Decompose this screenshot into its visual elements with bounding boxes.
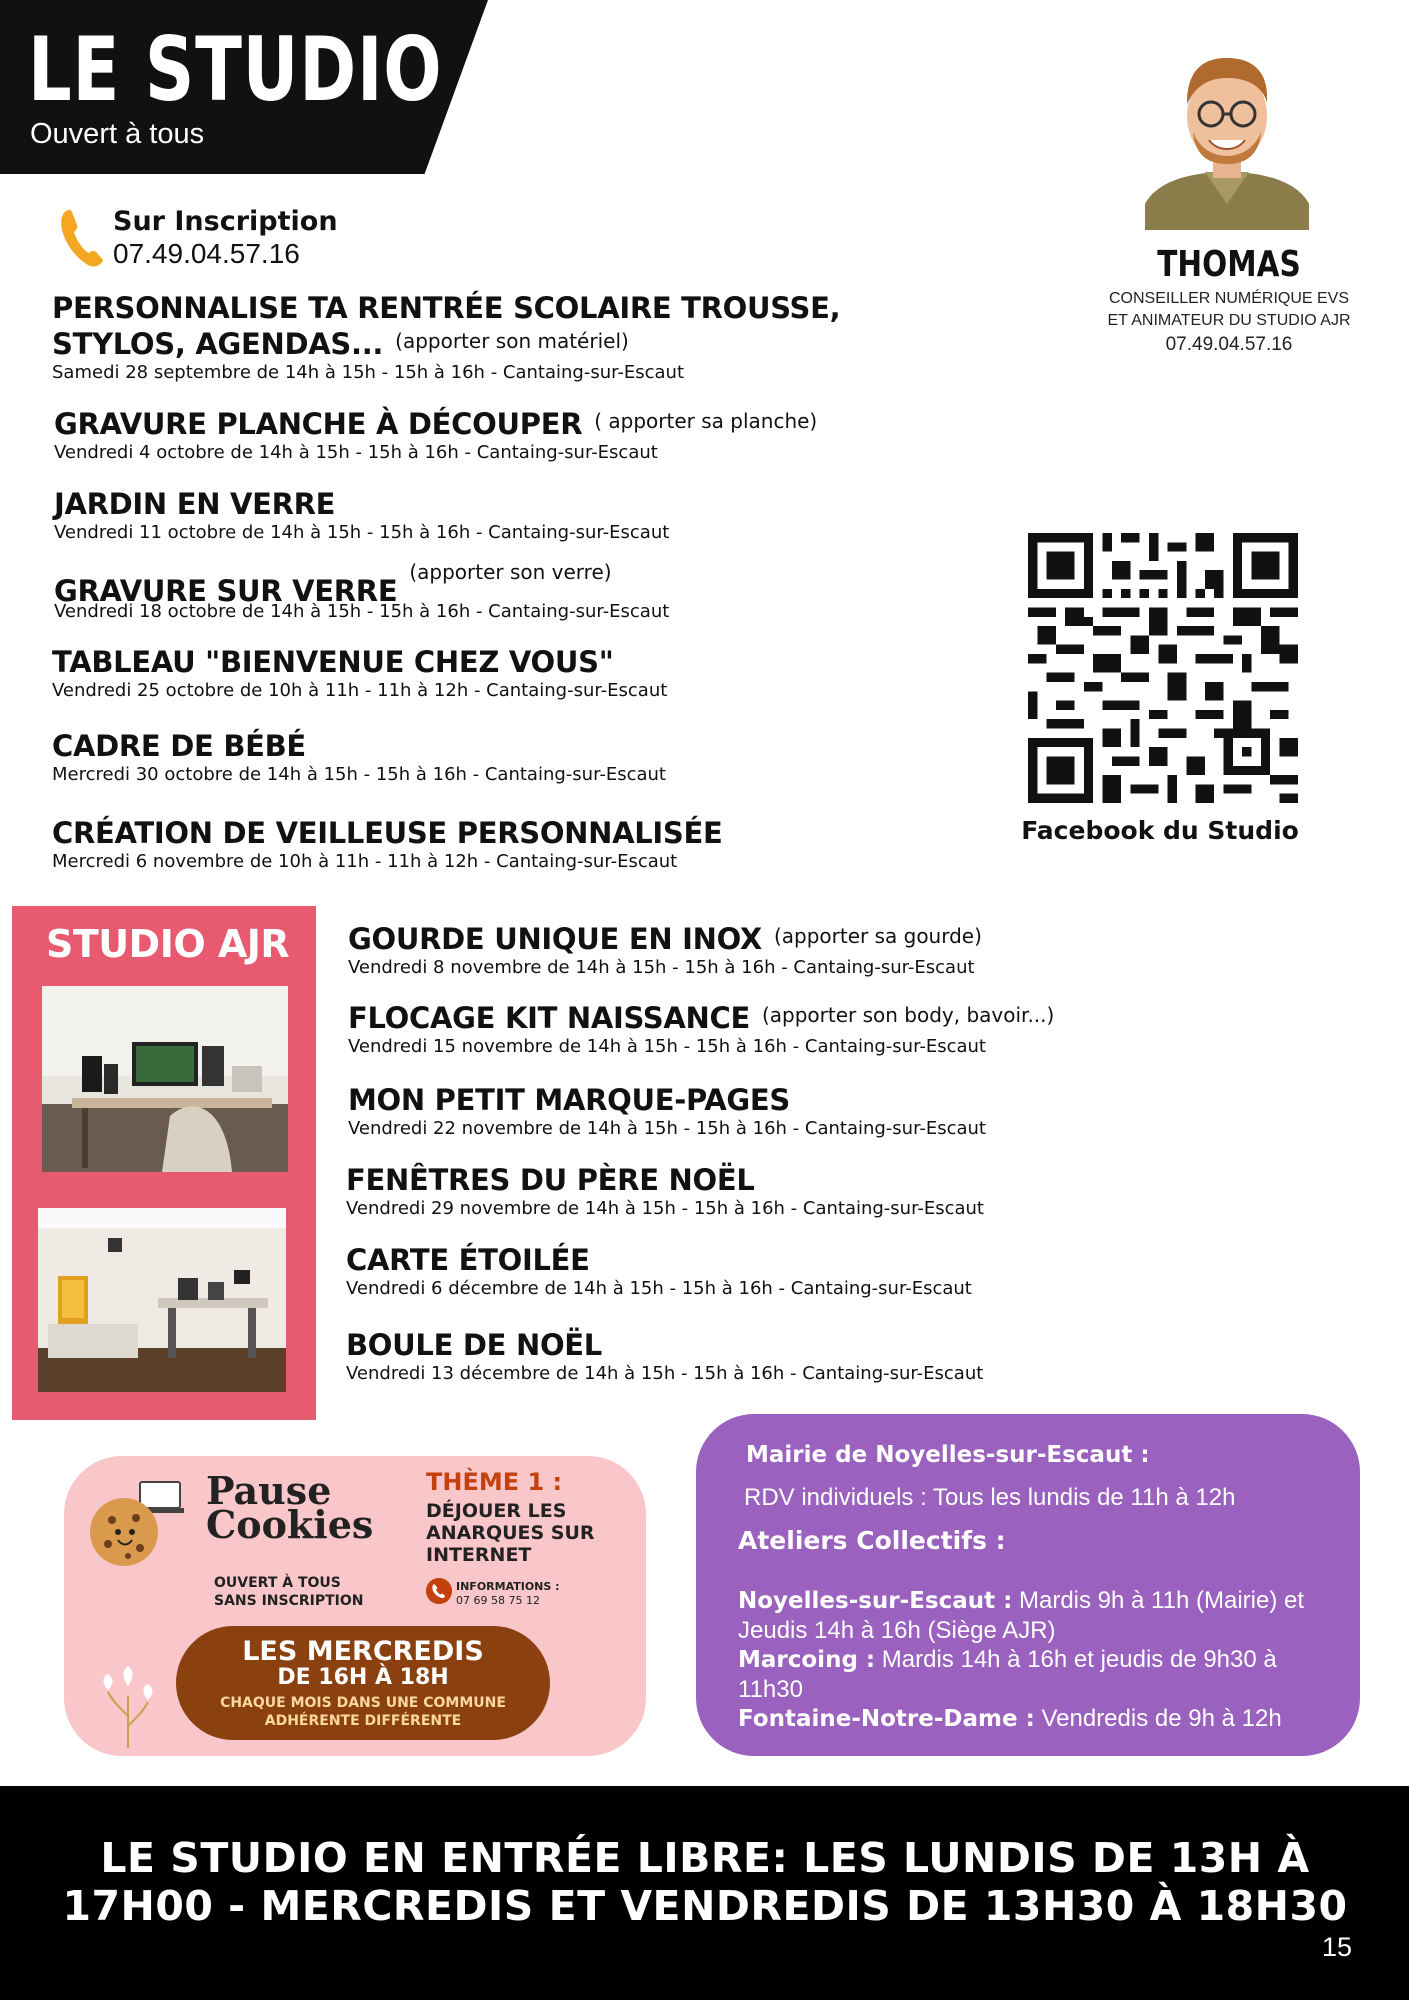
collectif-item [738, 1704, 1338, 1734]
studio-panel-title: STUDIO AJR [46, 922, 290, 966]
phone-icon [60, 208, 104, 268]
workshop-date: Vendredi 6 décembre de 14h à 15h - 15h à 16h - Cantaing-sur-Escaut [346, 1278, 972, 1299]
workshop-note: (apporter son body, bavoir...) [761, 1003, 1055, 1027]
workshop-item [348, 999, 1054, 1059]
workshop-note: ( apporter sa planche) [594, 409, 818, 433]
advisor-phone: 07.49.04.57.16 [1165, 334, 1293, 355]
workshop-title-text: GOURDE UNIQUE EN INOX [348, 922, 762, 956]
footer-text [40, 1834, 1370, 1930]
workshop-date: Vendredi 18 octobre de 14h à 15h - 15h à 16h - Cantaing-sur-Escaut [54, 601, 670, 622]
workshop-title-text: GRAVURE SUR VERRE [54, 574, 398, 608]
cookies-title-line: Cookies [206, 1502, 374, 1547]
advisor-role-line: ET ANIMATEUR DU STUDIO AJR [1107, 312, 1351, 329]
workshop-title [54, 405, 817, 441]
workshop-note: (apporter sa gourde) [773, 924, 982, 948]
workshop-item [346, 1244, 972, 1301]
footer-banner [0, 1786, 1409, 2000]
workshop-title: TABLEAU "BIENVENUE CHEZ VOUS" [52, 645, 614, 679]
workshop-title-text: GRAVURE PLANCHE À DÉCOUPER [54, 407, 583, 441]
workshop-date: Vendredi 22 novembre de 14h à 15h - 15h à 16h - Cantaing-sur-Escaut [348, 1118, 986, 1139]
phone-icon [426, 1578, 452, 1604]
workshop-date: Vendredi 13 décembre de 14h à 15h - 15h à 16h - Cantaing-sur-Escaut [346, 1363, 984, 1384]
collectif-schedule: Vendredis de 9h à 12h [1034, 1705, 1282, 1732]
advisor-role [1084, 288, 1374, 332]
workshop-date: Vendredi 15 novembre de 14h à 15h - 15h à 16h - Cantaing-sur-Escaut [348, 1036, 986, 1057]
info-contact [456, 1580, 560, 1608]
workshop-title: BOULE DE NOËL [346, 1328, 602, 1362]
advisor-role-line: CONSEILLER NUMÉRIQUE EVS [1108, 290, 1350, 307]
wednesday-note-line: ADHÉRENTE DIFFÉRENTE [264, 1713, 462, 1729]
theme-text: DÉJOUER LES ANARQUES SUR INTERNET [426, 1500, 595, 1566]
workshop-title: CADRE DE BÉBÉ [52, 729, 306, 763]
collectif-item [738, 1586, 1338, 1645]
workshop-title: PERSONNALISE TA RENTRÉE SCOLAIRE TROUSSE, [52, 291, 841, 325]
page-number: 15 [1322, 1932, 1353, 1962]
pause-cookies-card [64, 1456, 646, 1756]
workshop-title-line2: STYLOS, AGENDAS... [52, 327, 384, 361]
wednesday-note [176, 1694, 550, 1730]
workshop-title: CRÉATION DE VEILLEUSE PERSONNALISÉE [52, 816, 723, 850]
cookies-title-line: Pause [206, 1468, 332, 1513]
workshop-note: (apporter son matériel) [395, 329, 629, 353]
mairie-info-card [696, 1414, 1360, 1756]
collectifs-title: Ateliers Collectifs : [738, 1526, 1006, 1555]
workshop-title: MON PETIT MARQUE-PAGES [348, 1083, 791, 1117]
qr-code[interactable] [1028, 533, 1298, 803]
page-subtitle: Ouvert à tous [30, 118, 205, 150]
workshop-item [52, 292, 840, 385]
registration-title: Sur Inscription [113, 206, 338, 237]
wednesday-note-line: CHAQUE MOIS DANS UNE COMMUNE [220, 1695, 506, 1711]
workshop-date: Vendredi 4 octobre de 14h à 15h - 15h à 16h - Cantaing-sur-Escaut [54, 442, 658, 463]
registration-phone: 07.49.04.57.16 [113, 238, 300, 269]
workshop-date: Vendredi 29 novembre de 14h à 15h - 15h à 16h - Cantaing-sur-Escaut [346, 1198, 984, 1219]
page-title: LE STUDIO [28, 18, 443, 121]
open-line: OUVERT À TOUS [214, 1575, 341, 1591]
workshop-item [54, 556, 669, 624]
workshop-date: Vendredi 25 octobre de 10h à 11h - 11h à 12h - Cantaing-sur-Escaut [52, 680, 668, 701]
workshop-item [348, 920, 982, 980]
footer-line: 17H00 - MERCREDIS ET VENDREDIS DE 13H30 À 18H30 [62, 1882, 1348, 1930]
cookie-laptop-icon [82, 1474, 192, 1574]
workshop-date: Mercredi 30 octobre de 14h à 15h - 15h à 16h - Cantaing-sur-Escaut [52, 764, 666, 785]
collectif-location: Marcoing : [738, 1647, 876, 1673]
workshop-title: JARDIN EN VERRE [54, 487, 336, 521]
workshop-title-text: FLOCAGE KIT NAISSANCE [348, 1001, 750, 1035]
info-label: INFORMATIONS : [456, 1580, 560, 1593]
workshop-item [52, 646, 667, 703]
open-line: SANS INSCRIPTION [214, 1593, 364, 1609]
info-phone: 07 69 58 75 12 [456, 1594, 540, 1607]
workshop-date: Vendredi 11 octobre de 14h à 15h - 15h à 16h - Cantaing-sur-Escaut [54, 522, 670, 543]
cookies-title [206, 1468, 374, 1547]
wednesday-schedule-pill [176, 1626, 550, 1740]
workshop-date: Vendredi 8 novembre de 14h à 15h - 15h à 16h - Cantaing-sur-Escaut [348, 957, 975, 978]
workshop-title: FENÊTRES DU PÈRE NOËL [346, 1163, 755, 1197]
flower-icon [98, 1656, 158, 1748]
mairie-text: RDV individuels : Tous les lundis de 11h à 12h [744, 1484, 1236, 1511]
workshop-date: Mercredi 6 novembre de 10h à 11h - 11h à 12h - Cantaing-sur-Escaut [52, 851, 678, 872]
workshop-item [346, 1164, 984, 1221]
theme-label: THÈME 1 : [426, 1468, 563, 1496]
mairie-title: Mairie de Noyelles-sur-Escaut : [746, 1442, 1150, 1468]
studio-ajr-panel [12, 906, 316, 1420]
studio-photo [42, 986, 288, 1172]
workshop-date: Samedi 28 septembre de 14h à 15h - 15h à 16h - Cantaing-sur-Escaut [52, 362, 685, 383]
workshop-item [52, 730, 666, 787]
qr-caption: Facebook du Studio [1021, 816, 1299, 845]
wednesday-label: LES MERCREDIS [242, 1636, 484, 1667]
workshop-item [348, 1084, 986, 1141]
workshop-title-cont [52, 325, 840, 361]
collectif-location: Fontaine-Notre-Dame : [738, 1706, 1035, 1732]
collectifs-list [738, 1586, 1338, 1734]
footer-line: LE STUDIO EN ENTRÉE LIBRE: LES LUNDIS DE 13H À [100, 1834, 1310, 1882]
workshop-item [54, 488, 669, 545]
wednesday-hours: DE 16H À 18H [277, 1665, 449, 1690]
advisor-name: THOMAS [1157, 244, 1301, 285]
workshop-title [348, 920, 982, 956]
workshop-item [54, 405, 817, 465]
open-to-all-text [214, 1574, 364, 1610]
studio-photo [38, 1208, 286, 1392]
collectif-schedule: Mardis 14h à 16h et jeudis de 9h30 à 11h30 [738, 1646, 1277, 1703]
workshop-item [346, 1329, 983, 1386]
collectif-schedule: Mardis 9h à 11h (Mairie) et Jeudis 14h à 16h (Siège AJR) [738, 1587, 1304, 1644]
advisor-avatar [1145, 44, 1309, 230]
workshop-title: CARTE ÉTOILÉE [346, 1243, 590, 1277]
collectif-item [738, 1645, 1338, 1704]
workshop-item [52, 817, 723, 874]
workshop-title [348, 999, 1054, 1035]
workshop-note: (apporter son verre) [409, 560, 612, 584]
collectif-location: Noyelles-sur-Escaut : [738, 1588, 1013, 1614]
